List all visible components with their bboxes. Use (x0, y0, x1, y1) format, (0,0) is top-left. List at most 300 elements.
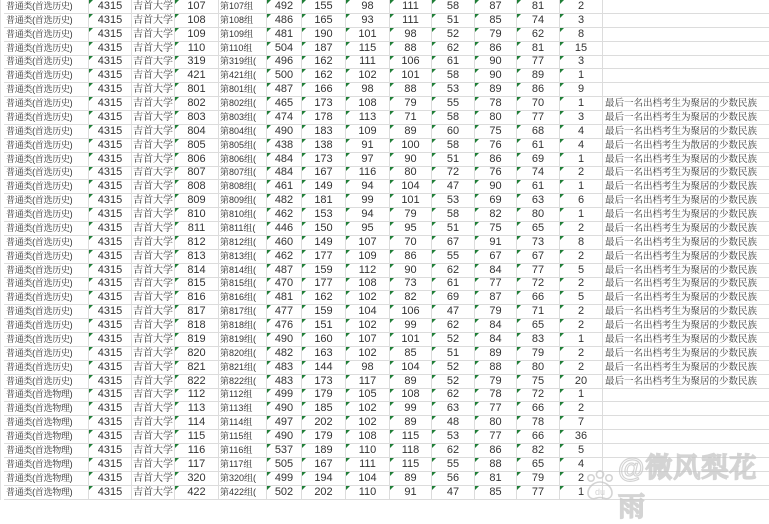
cell-count[interactable] (560, 250, 603, 264)
cell-count[interactable] (560, 83, 603, 97)
cell-category[interactable] (4, 486, 89, 500)
cell-school_name[interactable] (132, 264, 175, 278)
cell-group_number[interactable] (175, 389, 219, 403)
cell-score_f[interactable] (517, 416, 560, 430)
cell-school_name[interactable] (132, 180, 175, 194)
cell-school_name[interactable] (132, 305, 175, 319)
cell-score_d[interactable] (432, 444, 475, 458)
cell-score_a[interactable] (302, 28, 346, 42)
cell-remark[interactable] (603, 333, 769, 347)
cell-score_total[interactable] (267, 361, 302, 375)
cell-score_d[interactable] (432, 111, 475, 125)
cell-category[interactable] (4, 416, 89, 430)
cell-score_b[interactable] (346, 444, 390, 458)
cell-category[interactable] (4, 111, 89, 125)
cell-score_e[interactable] (475, 28, 517, 42)
cell-score_e[interactable] (475, 111, 517, 125)
cell-category[interactable] (4, 333, 89, 347)
cell-count[interactable] (560, 264, 603, 278)
cell-score_a[interactable] (302, 291, 346, 305)
cell-score_d[interactable] (432, 0, 475, 14)
cell-score_b[interactable] (346, 180, 390, 194)
cell-category[interactable] (4, 194, 89, 208)
cell-count[interactable] (560, 153, 603, 167)
cell-score_a[interactable] (302, 361, 346, 375)
cell-score_d[interactable] (432, 208, 475, 222)
cell-score_d[interactable] (432, 375, 475, 389)
cell-score_b[interactable] (346, 486, 390, 500)
cell-school_code[interactable] (89, 69, 132, 83)
cell-score_b[interactable] (346, 375, 390, 389)
cell-score_e[interactable] (475, 472, 517, 486)
cell-school_code[interactable] (89, 486, 132, 500)
cell-score_c[interactable] (390, 486, 432, 500)
cell-score_e[interactable] (475, 153, 517, 167)
cell-score_b[interactable] (346, 347, 390, 361)
cell-score_a[interactable] (302, 222, 346, 236)
cell-school_code[interactable] (89, 125, 132, 139)
cell-count[interactable] (560, 472, 603, 486)
cell-score_a[interactable] (302, 416, 346, 430)
cell-school_code[interactable] (89, 42, 132, 56)
cell-score_a[interactable] (302, 97, 346, 111)
cell-score_d[interactable] (432, 389, 475, 403)
cell-category[interactable] (4, 28, 89, 42)
cell-score_d[interactable] (432, 430, 475, 444)
cell-score_c[interactable] (390, 14, 432, 28)
cell-remark[interactable] (603, 222, 769, 236)
cell-group_label[interactable] (219, 180, 267, 194)
cell-remark[interactable] (603, 83, 769, 97)
cell-category[interactable] (4, 361, 89, 375)
cell-score_c[interactable] (390, 375, 432, 389)
cell-score_b[interactable] (346, 472, 390, 486)
cell-score_a[interactable] (302, 264, 346, 278)
cell-group_number[interactable] (175, 208, 219, 222)
cell-remark[interactable] (603, 125, 769, 139)
cell-score_c[interactable] (390, 97, 432, 111)
cell-score_total[interactable] (267, 402, 302, 416)
cell-score_c[interactable] (390, 153, 432, 167)
cell-school_code[interactable] (89, 139, 132, 153)
cell-score_c[interactable] (390, 42, 432, 56)
cell-remark[interactable] (603, 153, 769, 167)
cell-group_label[interactable] (219, 402, 267, 416)
cell-school_name[interactable] (132, 430, 175, 444)
cell-school_name[interactable] (132, 153, 175, 167)
cell-remark[interactable] (603, 42, 769, 56)
cell-score_d[interactable] (432, 167, 475, 181)
cell-score_b[interactable] (346, 291, 390, 305)
cell-count[interactable] (560, 208, 603, 222)
cell-count[interactable] (560, 333, 603, 347)
cell-score_b[interactable] (346, 264, 390, 278)
cell-score_f[interactable] (517, 139, 560, 153)
cell-score_c[interactable] (390, 402, 432, 416)
cell-school_code[interactable] (89, 291, 132, 305)
cell-score_f[interactable] (517, 389, 560, 403)
cell-group_label[interactable] (219, 416, 267, 430)
cell-score_total[interactable] (267, 139, 302, 153)
cell-score_c[interactable] (390, 430, 432, 444)
cell-score_a[interactable] (302, 111, 346, 125)
cell-score_b[interactable] (346, 458, 390, 472)
cell-group_label[interactable] (219, 153, 267, 167)
cell-score_b[interactable] (346, 42, 390, 56)
cell-score_d[interactable] (432, 333, 475, 347)
cell-score_total[interactable] (267, 167, 302, 181)
cell-school_code[interactable] (89, 444, 132, 458)
cell-school_name[interactable] (132, 444, 175, 458)
cell-remark[interactable] (603, 14, 769, 28)
cell-school_code[interactable] (89, 319, 132, 333)
cell-score_c[interactable] (390, 291, 432, 305)
cell-school_name[interactable] (132, 14, 175, 28)
cell-group_number[interactable] (175, 333, 219, 347)
cell-school_name[interactable] (132, 416, 175, 430)
cell-score_b[interactable] (346, 83, 390, 97)
cell-school_code[interactable] (89, 222, 132, 236)
cell-count[interactable] (560, 222, 603, 236)
cell-school_code[interactable] (89, 167, 132, 181)
cell-score_total[interactable] (267, 278, 302, 292)
cell-score_e[interactable] (475, 125, 517, 139)
cell-score_e[interactable] (475, 194, 517, 208)
cell-score_a[interactable] (302, 56, 346, 70)
cell-group_label[interactable] (219, 28, 267, 42)
cell-group_number[interactable] (175, 361, 219, 375)
cell-group_label[interactable] (219, 0, 267, 14)
cell-score_f[interactable] (517, 14, 560, 28)
cell-remark[interactable] (603, 250, 769, 264)
cell-score_c[interactable] (390, 56, 432, 70)
cell-score_total[interactable] (267, 14, 302, 28)
cell-score_a[interactable] (302, 305, 346, 319)
cell-count[interactable] (560, 291, 603, 305)
cell-score_a[interactable] (302, 0, 346, 14)
cell-score_b[interactable] (346, 402, 390, 416)
cell-score_b[interactable] (346, 97, 390, 111)
cell-group_label[interactable] (219, 430, 267, 444)
cell-group_number[interactable] (175, 42, 219, 56)
cell-school_name[interactable] (132, 83, 175, 97)
cell-school_code[interactable] (89, 28, 132, 42)
cell-score_b[interactable] (346, 153, 390, 167)
cell-score_e[interactable] (475, 236, 517, 250)
cell-category[interactable] (4, 347, 89, 361)
cell-school_code[interactable] (89, 250, 132, 264)
cell-group_number[interactable] (175, 430, 219, 444)
cell-score_f[interactable] (517, 69, 560, 83)
cell-category[interactable] (4, 83, 89, 97)
cell-score_total[interactable] (267, 333, 302, 347)
cell-remark[interactable] (603, 167, 769, 181)
cell-group_label[interactable] (219, 361, 267, 375)
cell-remark[interactable] (603, 458, 769, 472)
cell-group_number[interactable] (175, 486, 219, 500)
cell-score_c[interactable] (390, 236, 432, 250)
cell-remark[interactable] (603, 291, 769, 305)
cell-score_b[interactable] (346, 416, 390, 430)
cell-group_label[interactable] (219, 14, 267, 28)
cell-remark[interactable] (603, 194, 769, 208)
cell-score_c[interactable] (390, 208, 432, 222)
cell-score_d[interactable] (432, 250, 475, 264)
cell-score_f[interactable] (517, 472, 560, 486)
cell-group_number[interactable] (175, 416, 219, 430)
cell-score_d[interactable] (432, 180, 475, 194)
cell-remark[interactable] (603, 347, 769, 361)
cell-score_b[interactable] (346, 125, 390, 139)
cell-group_label[interactable] (219, 389, 267, 403)
cell-school_code[interactable] (89, 375, 132, 389)
cell-score_total[interactable] (267, 486, 302, 500)
cell-score_e[interactable] (475, 208, 517, 222)
cell-count[interactable] (560, 444, 603, 458)
cell-group_number[interactable] (175, 111, 219, 125)
cell-school_code[interactable] (89, 153, 132, 167)
cell-score_e[interactable] (475, 458, 517, 472)
cell-score_c[interactable] (390, 180, 432, 194)
cell-group_number[interactable] (175, 472, 219, 486)
cell-score_e[interactable] (475, 14, 517, 28)
cell-score_total[interactable] (267, 472, 302, 486)
cell-group_number[interactable] (175, 278, 219, 292)
cell-school_name[interactable] (132, 28, 175, 42)
cell-score_f[interactable] (517, 194, 560, 208)
cell-score_f[interactable] (517, 375, 560, 389)
cell-score_e[interactable] (475, 42, 517, 56)
cell-score_b[interactable] (346, 167, 390, 181)
cell-school_name[interactable] (132, 222, 175, 236)
cell-category[interactable] (4, 222, 89, 236)
cell-score_a[interactable] (302, 319, 346, 333)
cell-score_total[interactable] (267, 97, 302, 111)
cell-score_c[interactable] (390, 264, 432, 278)
cell-group_number[interactable] (175, 56, 219, 70)
cell-score_d[interactable] (432, 28, 475, 42)
cell-group_label[interactable] (219, 42, 267, 56)
cell-category[interactable] (4, 139, 89, 153)
cell-group_number[interactable] (175, 97, 219, 111)
cell-school_name[interactable] (132, 458, 175, 472)
cell-school_code[interactable] (89, 56, 132, 70)
cell-school_code[interactable] (89, 430, 132, 444)
cell-score_c[interactable] (390, 305, 432, 319)
cell-score_f[interactable] (517, 305, 560, 319)
cell-score_d[interactable] (432, 139, 475, 153)
cell-score_f[interactable] (517, 111, 560, 125)
cell-score_d[interactable] (432, 347, 475, 361)
cell-group_label[interactable] (219, 305, 267, 319)
cell-score_e[interactable] (475, 416, 517, 430)
cell-score_d[interactable] (432, 153, 475, 167)
cell-score_total[interactable] (267, 291, 302, 305)
cell-score_a[interactable] (302, 472, 346, 486)
cell-score_c[interactable] (390, 0, 432, 14)
cell-score_b[interactable] (346, 319, 390, 333)
cell-score_c[interactable] (390, 458, 432, 472)
cell-score_d[interactable] (432, 83, 475, 97)
cell-score_f[interactable] (517, 28, 560, 42)
cell-group_number[interactable] (175, 305, 219, 319)
cell-score_d[interactable] (432, 278, 475, 292)
cell-remark[interactable] (603, 402, 769, 416)
cell-score_a[interactable] (302, 180, 346, 194)
cell-school_name[interactable] (132, 347, 175, 361)
cell-score_d[interactable] (432, 56, 475, 70)
cell-score_e[interactable] (475, 486, 517, 500)
cell-score_e[interactable] (475, 305, 517, 319)
cell-score_a[interactable] (302, 208, 346, 222)
cell-score_f[interactable] (517, 250, 560, 264)
cell-group_label[interactable] (219, 333, 267, 347)
cell-school_code[interactable] (89, 361, 132, 375)
cell-group_label[interactable] (219, 444, 267, 458)
cell-school_name[interactable] (132, 139, 175, 153)
cell-score_total[interactable] (267, 416, 302, 430)
cell-group_number[interactable] (175, 139, 219, 153)
cell-category[interactable] (4, 458, 89, 472)
cell-school_code[interactable] (89, 236, 132, 250)
cell-score_d[interactable] (432, 291, 475, 305)
cell-group_label[interactable] (219, 139, 267, 153)
cell-score_total[interactable] (267, 0, 302, 14)
cell-school_code[interactable] (89, 458, 132, 472)
cell-score_b[interactable] (346, 250, 390, 264)
cell-group_label[interactable] (219, 208, 267, 222)
cell-score_d[interactable] (432, 458, 475, 472)
cell-score_a[interactable] (302, 42, 346, 56)
cell-score_a[interactable] (302, 153, 346, 167)
cell-count[interactable] (560, 125, 603, 139)
cell-score_total[interactable] (267, 83, 302, 97)
cell-school_name[interactable] (132, 402, 175, 416)
cell-score_total[interactable] (267, 250, 302, 264)
cell-category[interactable] (4, 389, 89, 403)
cell-count[interactable] (560, 167, 603, 181)
cell-score_a[interactable] (302, 278, 346, 292)
cell-score_d[interactable] (432, 125, 475, 139)
cell-remark[interactable] (603, 444, 769, 458)
cell-group_label[interactable] (219, 83, 267, 97)
cell-group_label[interactable] (219, 194, 267, 208)
cell-score_e[interactable] (475, 139, 517, 153)
cell-score_c[interactable] (390, 472, 432, 486)
cell-score_e[interactable] (475, 97, 517, 111)
cell-score_a[interactable] (302, 402, 346, 416)
cell-category[interactable] (4, 264, 89, 278)
cell-score_c[interactable] (390, 444, 432, 458)
cell-school_name[interactable] (132, 56, 175, 70)
cell-score_a[interactable] (302, 167, 346, 181)
cell-remark[interactable] (603, 375, 769, 389)
cell-score_total[interactable] (267, 319, 302, 333)
cell-category[interactable] (4, 208, 89, 222)
cell-category[interactable] (4, 14, 89, 28)
cell-score_b[interactable] (346, 236, 390, 250)
cell-school_name[interactable] (132, 361, 175, 375)
cell-group_number[interactable] (175, 194, 219, 208)
cell-category[interactable] (4, 278, 89, 292)
cell-group_number[interactable] (175, 167, 219, 181)
cell-score_d[interactable] (432, 361, 475, 375)
cell-score_total[interactable] (267, 69, 302, 83)
cell-group_number[interactable] (175, 69, 219, 83)
cell-school_name[interactable] (132, 125, 175, 139)
cell-group_number[interactable] (175, 222, 219, 236)
cell-score_e[interactable] (475, 291, 517, 305)
cell-category[interactable] (4, 305, 89, 319)
cell-score_d[interactable] (432, 305, 475, 319)
cell-score_f[interactable] (517, 56, 560, 70)
cell-score_d[interactable] (432, 319, 475, 333)
cell-category[interactable] (4, 402, 89, 416)
cell-score_f[interactable] (517, 402, 560, 416)
cell-score_e[interactable] (475, 83, 517, 97)
cell-score_b[interactable] (346, 14, 390, 28)
cell-category[interactable] (4, 250, 89, 264)
cell-group_number[interactable] (175, 153, 219, 167)
cell-score_b[interactable] (346, 361, 390, 375)
cell-count[interactable] (560, 236, 603, 250)
cell-school_name[interactable] (132, 278, 175, 292)
cell-group_label[interactable] (219, 97, 267, 111)
cell-school_code[interactable] (89, 111, 132, 125)
cell-group_number[interactable] (175, 125, 219, 139)
cell-remark[interactable] (603, 208, 769, 222)
cell-score_e[interactable] (475, 222, 517, 236)
cell-school_name[interactable] (132, 42, 175, 56)
cell-score_f[interactable] (517, 264, 560, 278)
cell-score_d[interactable] (432, 472, 475, 486)
cell-group_number[interactable] (175, 291, 219, 305)
cell-score_f[interactable] (517, 333, 560, 347)
cell-group_number[interactable] (175, 347, 219, 361)
cell-school_name[interactable] (132, 333, 175, 347)
cell-score_c[interactable] (390, 250, 432, 264)
cell-group_label[interactable] (219, 111, 267, 125)
cell-score_f[interactable] (517, 458, 560, 472)
cell-school_name[interactable] (132, 486, 175, 500)
cell-school_code[interactable] (89, 0, 132, 14)
cell-score_total[interactable] (267, 389, 302, 403)
cell-remark[interactable] (603, 139, 769, 153)
cell-score_f[interactable] (517, 180, 560, 194)
cell-score_c[interactable] (390, 222, 432, 236)
cell-score_c[interactable] (390, 83, 432, 97)
cell-school_name[interactable] (132, 472, 175, 486)
cell-school_code[interactable] (89, 472, 132, 486)
cell-score_a[interactable] (302, 333, 346, 347)
cell-score_f[interactable] (517, 361, 560, 375)
cell-remark[interactable] (603, 236, 769, 250)
cell-category[interactable] (4, 236, 89, 250)
cell-school_code[interactable] (89, 347, 132, 361)
cell-score_c[interactable] (390, 111, 432, 125)
cell-group_number[interactable] (175, 236, 219, 250)
cell-count[interactable] (560, 389, 603, 403)
cell-school_code[interactable] (89, 180, 132, 194)
cell-category[interactable] (4, 167, 89, 181)
cell-remark[interactable] (603, 430, 769, 444)
cell-score_e[interactable] (475, 389, 517, 403)
cell-group_number[interactable] (175, 180, 219, 194)
cell-category[interactable] (4, 97, 89, 111)
cell-score_total[interactable] (267, 305, 302, 319)
cell-score_d[interactable] (432, 236, 475, 250)
cell-score_e[interactable] (475, 250, 517, 264)
